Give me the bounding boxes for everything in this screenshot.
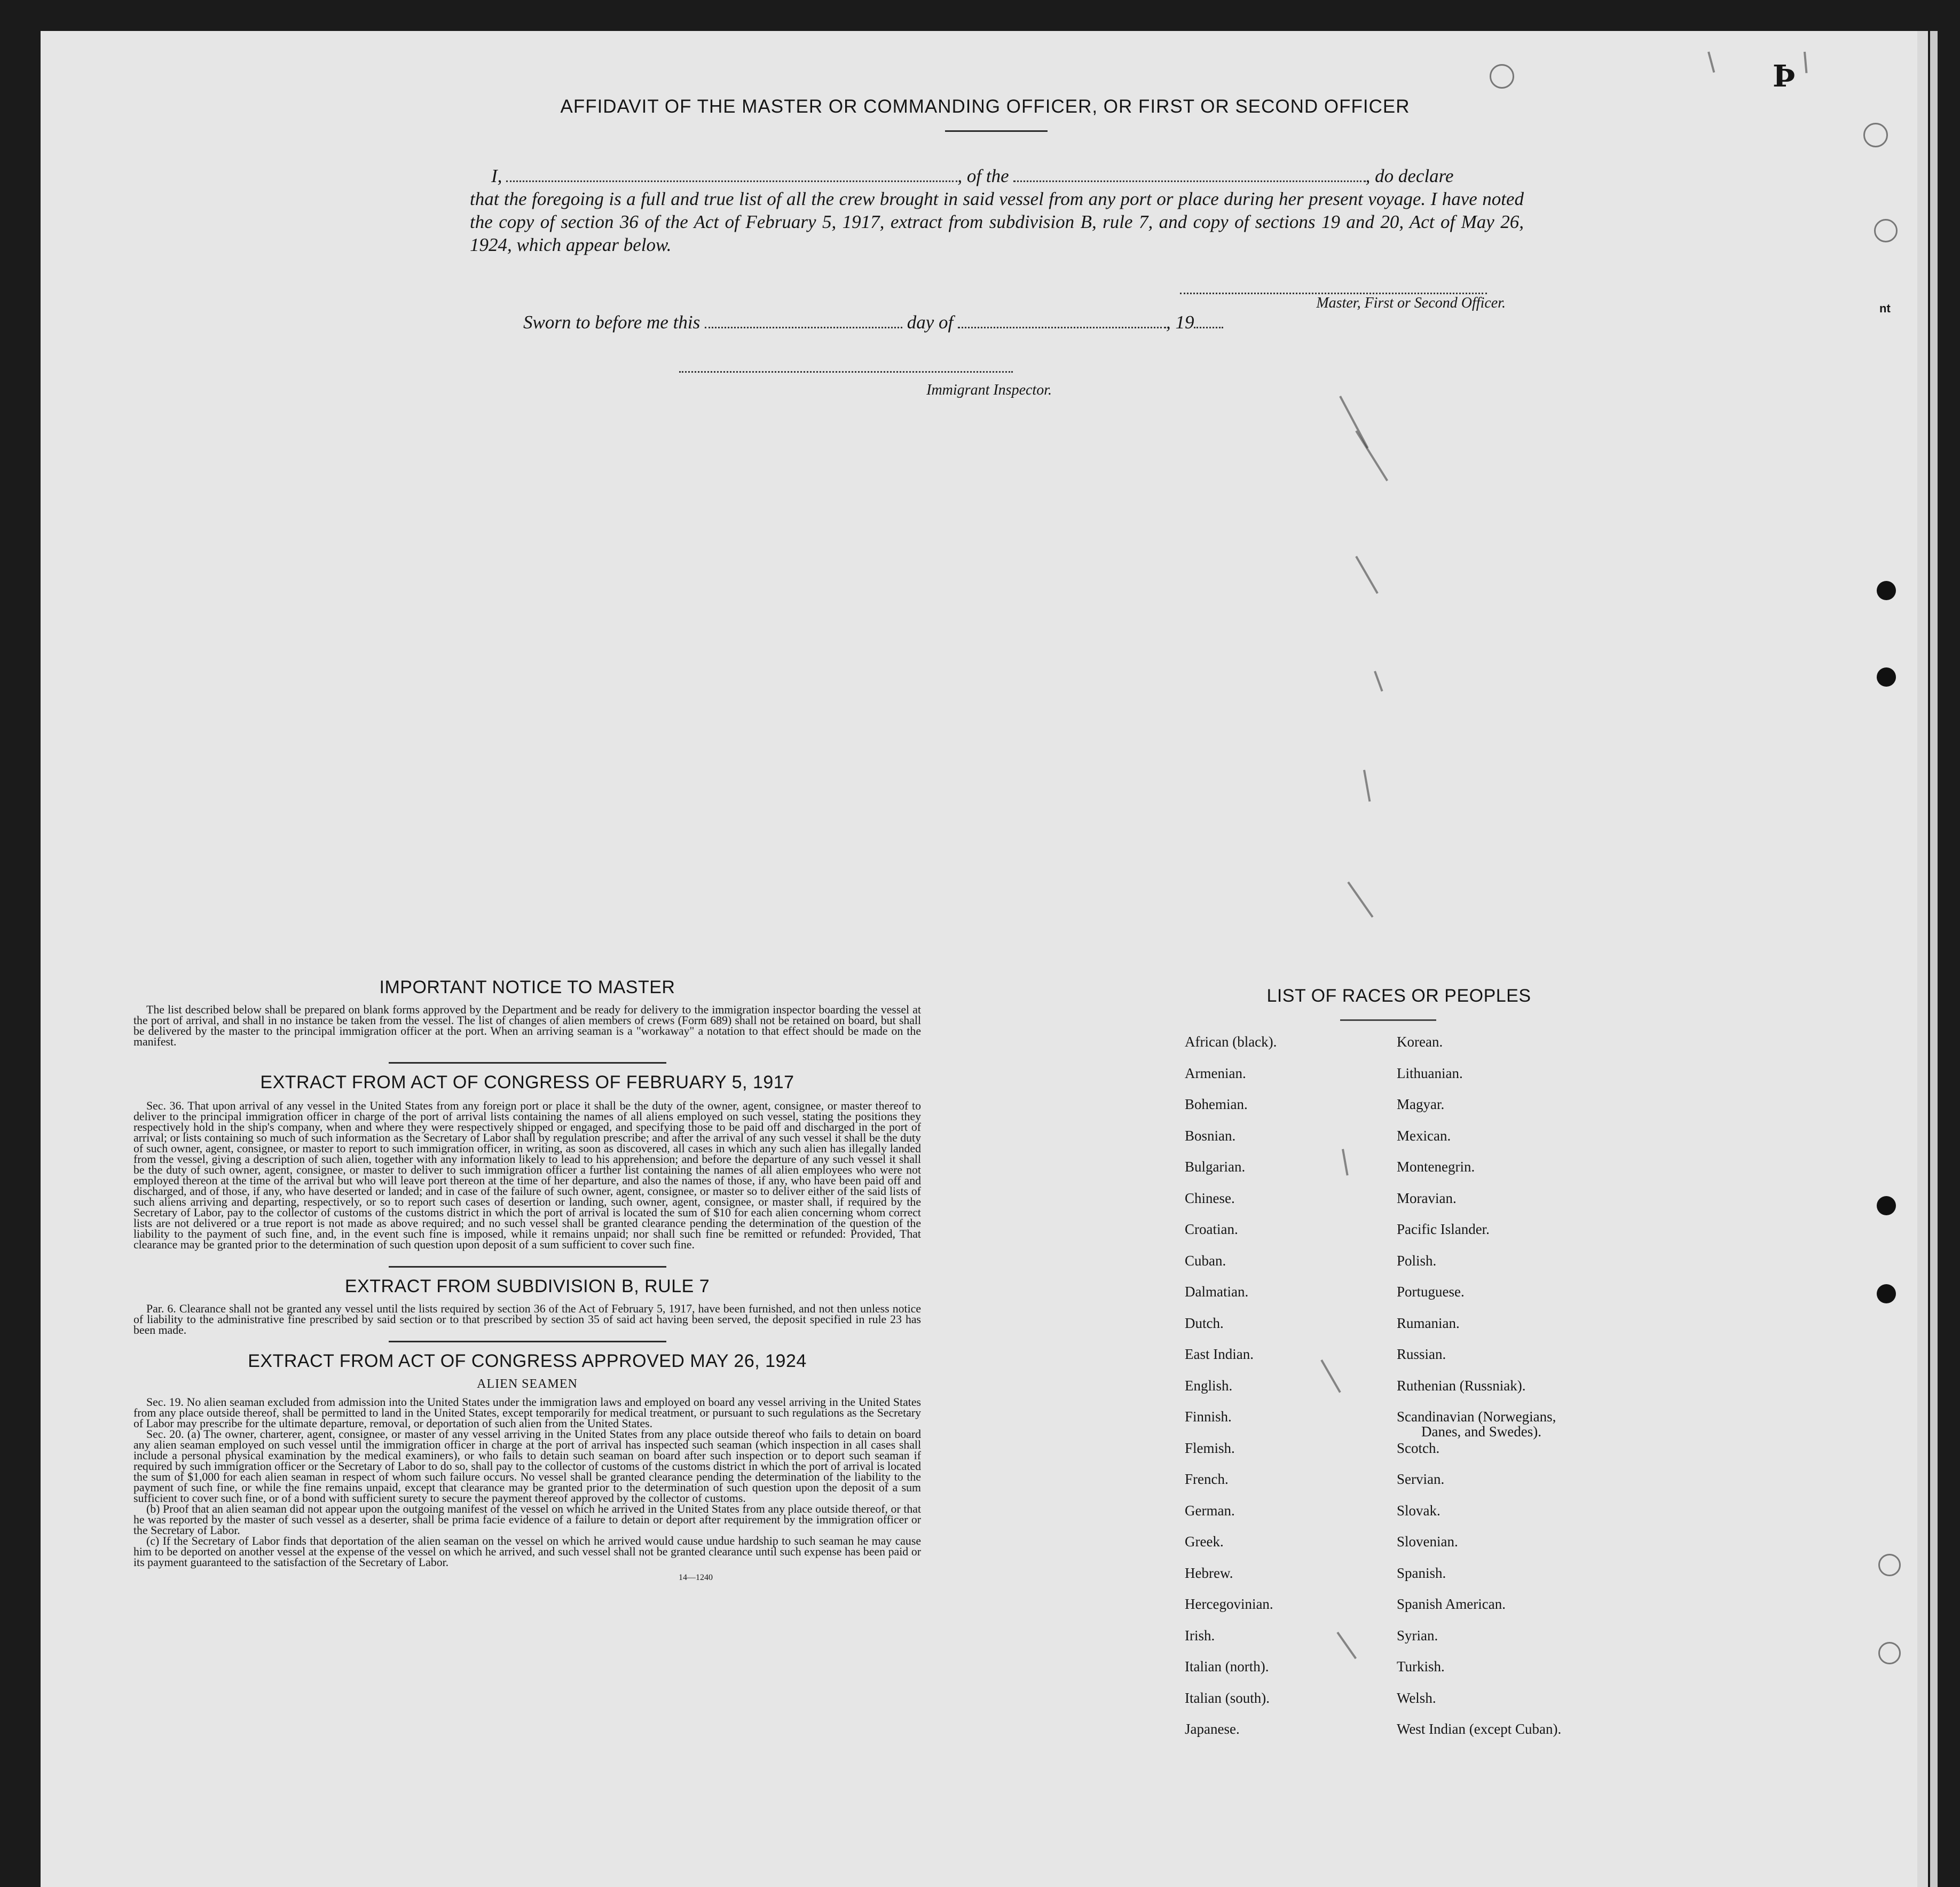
race-item: Chinese. <box>1185 1190 1235 1206</box>
race-item: Scotch. <box>1397 1440 1440 1456</box>
sworn-line <box>523 312 1281 333</box>
race-item: Pacific Islander. <box>1397 1221 1490 1237</box>
race-item: Rumanian. <box>1397 1315 1460 1331</box>
race-item: Hercegovinian. <box>1185 1596 1273 1612</box>
race-item: Portuguese. <box>1397 1284 1465 1300</box>
sworn-day-blank[interactable] <box>705 313 902 328</box>
section-20a-text: Sec. 20. (a) The owner, charterer, agent, consignee, or master of any vessel arriving in the United States from any place outside thereof who fails to detain on board any alien seaman employed on such vessel until the immigration officer in charge at the port of arrival has inspected such seaman (which inspection in all cases shall include a personal physical examination by the medical examiners), or who fails to detain such seaman on board after such inspection or to deport such seaman if required by such immigration officer or the Secretary of Labor to do so, shall pay to the collector of customs of the customs district in which the port of arrival is located the sum of $1,000 for each alien seaman in respect of whom such failure occurs. No vessel shall be granted clearance pending the determination of the liability to the payment of such fine, or while the fine remains unpaid, except that clearance may be granted prior to the determination of such question upon the deposit of a sum sufficient to cover such fine, or of a bond with sufficient surety to secure the payment thereof approved by the collector of customs. <box>133 1428 921 1505</box>
binding-hole <box>1878 1554 1901 1576</box>
race-item: Slovak. <box>1397 1502 1441 1519</box>
section-20b-text: (b) Proof that an alien seaman did not appear upon the outgoing manifest of the vessel on which he arrived in the United States from any place outside thereof, or that he was reported by the master of such vessel as a deserter, shall be prima facie evidence of a failure to detain or deport after requirement by the immigration officer or the Secretary of Labor. <box>133 1503 921 1537</box>
binding-hole <box>1874 219 1898 242</box>
master-signature-label: Master, First or Second Officer. <box>1316 295 1506 311</box>
race-item: Italian (south). <box>1185 1689 1270 1706</box>
race-item: East Indian. <box>1185 1346 1254 1362</box>
of-the-label: , of the <box>957 166 1009 186</box>
binding-hole <box>1877 1196 1896 1215</box>
race-item: Welsh. <box>1397 1689 1436 1706</box>
race-item: French. <box>1185 1471 1229 1487</box>
section-20c-text: (c) If the Secretary of Labor finds that deportation of the alien seaman on the vessel on which he arrived would cause undue hardship to such seaman he may cause him to be deported on another vessel at the expense of the vessel on which he arrived, and such vessel shall not be granted clearance until such expense has been paid or its payment guaranteed to the satisfaction of the Secretary of Labor. <box>133 1535 921 1569</box>
races-title-divider <box>1340 1019 1436 1021</box>
race-item: Finnish. <box>1185 1409 1232 1425</box>
race-item: Armenian. <box>1185 1065 1246 1081</box>
page-edge <box>1917 31 1928 1887</box>
race-item: Dutch. <box>1185 1315 1224 1331</box>
race-item: Turkish. <box>1397 1658 1445 1674</box>
race-item: Bulgarian. <box>1185 1159 1246 1175</box>
race-item: Italian (north). <box>1185 1658 1269 1674</box>
race-item: Lithuanian. <box>1397 1065 1463 1081</box>
race-item: Mexican. <box>1397 1127 1451 1144</box>
sworn-month-blank[interactable] <box>958 313 1166 328</box>
notice-title: IMPORTANT NOTICE TO MASTER <box>379 977 675 997</box>
notice-text: The list described below shall be prepared on blank forms approved by the Department and be ready for delivery to the immigration inspector boarding the vessel at the port of arrival, and shall in no instance be taken from the vessel. The list of changes of alien members of crews (Form 689) shall not be retained on board, but shall be delivered by the master to the principal immigration officer at the port. When an arriving seaman is a "workaway" a notation to that effect should be made on the manifest. <box>133 1003 921 1048</box>
inspector-signature-blank[interactable] <box>679 371 1013 373</box>
race-item: Moravian. <box>1397 1190 1457 1206</box>
race-item: Polish. <box>1397 1252 1437 1269</box>
race-item: Scandinavian (Norwegians, <box>1397 1409 1556 1425</box>
binding-hole <box>1877 1284 1896 1303</box>
race-item: African (black). <box>1185 1034 1277 1050</box>
race-item: Ruthenian (Russniak). <box>1397 1377 1526 1394</box>
race-item: English. <box>1185 1377 1233 1394</box>
race-item: Syrian. <box>1397 1627 1438 1644</box>
declare-label: , do declare <box>1365 166 1454 186</box>
edge-letters: nt <box>1879 302 1891 315</box>
sworn-year-blank[interactable] <box>1194 313 1223 328</box>
affidavit-title: AFFIDAVIT OF THE MASTER OR COMMANDING OFFICER, OR FIRST OR SECOND OFFICER <box>560 96 1410 117</box>
section-divider <box>389 1341 666 1342</box>
race-item: Korean. <box>1397 1034 1443 1050</box>
races-title: LIST OF RACES OR PEOPLES <box>1266 986 1531 1006</box>
extract-1924-subtitle: ALIEN SEAMEN <box>477 1377 578 1391</box>
race-item: Bohemian. <box>1185 1096 1248 1112</box>
race-item: Montenegrin. <box>1397 1159 1475 1175</box>
section-19-text: Sec. 19. No alien seaman excluded from admission into the United States under the immigration laws and employed on board any vessel arriving in the United States from any place outside thereof, shall be permitted to land in the United States, except temporarily for medical treatment, or pursuant to such regulations as the Secretary of Labor may prescribe for the ultimate departure, removal, or deportation of such alien from the United States. <box>133 1396 921 1430</box>
manifest-page <box>41 31 1917 1887</box>
name-blank[interactable] <box>506 167 957 182</box>
race-item: Croatian. <box>1185 1221 1238 1237</box>
form-number: 14—1240 <box>679 1573 713 1582</box>
binding-hole <box>1863 123 1888 147</box>
extract-1924-title: EXTRACT FROM ACT OF CONGRESS APPROVED MAY 26, 1924 <box>248 1351 807 1371</box>
race-item: Russian. <box>1397 1346 1446 1362</box>
race-item: German. <box>1185 1502 1235 1519</box>
binding-hole <box>1877 667 1896 687</box>
page-edge <box>1930 31 1938 1887</box>
corner-mark: Þ <box>1773 59 1796 94</box>
race-item: Slovenian. <box>1397 1534 1458 1550</box>
race-item: Greek. <box>1185 1534 1224 1550</box>
notices-column <box>133 977 921 1583</box>
race-item: Servian. <box>1397 1471 1445 1487</box>
race-item: Japanese. <box>1185 1721 1240 1737</box>
day-of-label: day of <box>907 312 954 333</box>
affidavit-body: that the foregoing is a full and true list of all the crew brought in said vessel from any port or place during her present voyage. I have noted the copy of section 36 of the Act of February 5, 1917, extract from subdivision B, rule 7, and copy of sections 19 and 20, Act of May 26, 1924, which appear below. <box>470 188 1524 255</box>
race-item: Bosnian. <box>1185 1127 1236 1144</box>
binding-hole <box>1878 1642 1901 1664</box>
title-divider <box>945 130 1048 132</box>
affidavit-intro: I, <box>491 166 502 186</box>
race-item: West Indian (except Cuban). <box>1397 1721 1562 1737</box>
race-item: Magyar. <box>1397 1096 1445 1112</box>
inspector-label: Immigrant Inspector. <box>926 382 1052 398</box>
race-item-continued: Danes, and Swedes). <box>1421 1424 1541 1440</box>
race-item: Hebrew. <box>1185 1564 1233 1581</box>
sworn-prefix: Sworn to before me this <box>523 312 700 333</box>
binding-hole <box>1490 64 1514 89</box>
extract-1917-text: Sec. 36. That upon arrival of any vessel in the United States from any foreign port or place it shall be the duty of the owner, agent, consignee, or master thereof to deliver to the principal immigration officer in charge of the port of arrival lists containing the names of all aliens employed on such vessel, stating the positions they respectively hold in the ship's company, when and where they were respectively shipped or engaged, and specifying those to be paid off and discharged in the port of arrival; or lists containing so much of such information as the Secretary of Labor shall by regulation prescribe; and after the arrival of any such vessel it shall be the duty of such owner, agent, consignee, or master to report to such immigration officer, in writing, as soon as discovered, all cases in which any such alien has illegally landed from the vessel, giving a description of such alien, together with any information likely to lead to his apprehension; and before the departure of any such vessel it shall be the duty of such owner, agent, consignee, or master to deliver to such immigration officer a further list containing the names of all alien employees who were not employed thereon at the time of the arrival but who will leave port thereon at the time of her departure, and also the names of those, if any, who have been paid off and discharged, and of those, if any, who have deserted or landed; and in case of the failure of such owner, agent, consignee, or master so to deliver either of the said lists of such aliens arriving and departing, respectively, or so to report such cases of desertion or landing, such owner, agent, consignee, or master shall, if required by the Secretary of Labor, pay to the collector of customs of the customs district in which the port of arrival is located the sum of $10 for each alien concerning whom correct lists are not delivered or a true report is not made as above required; and no such vessel shall be granted clearance pending the determination of the question of the liability to the payment of such fine, and, in the event such fine is imposed, while it remains unpaid; nor shall such fine be remitted or refunded: Provided, That clearance may be granted prior to the determination of such question upon deposit of a sum sufficient to cover such fine. <box>133 1099 921 1251</box>
race-item: Dalmatian. <box>1185 1284 1249 1300</box>
race-item: Irish. <box>1185 1627 1215 1644</box>
race-item: Cuban. <box>1185 1252 1226 1269</box>
race-item: Spanish. <box>1397 1564 1446 1581</box>
section-divider <box>389 1062 666 1064</box>
binding-hole <box>1877 581 1896 600</box>
extract-rule7-text: Par. 6. Clearance shall not be granted any vessel until the lists required by section 36 of the Act of February 5, 1917, have been furnished, and not then unless notice of liability to the administrative fine prescribed by said section or to that prescribed by section 35 of said act having been served, the deposit specified in rule 23 has been made. <box>133 1302 921 1336</box>
race-item: Flemish. <box>1185 1440 1235 1456</box>
master-signature-blank[interactable] <box>1180 293 1487 294</box>
extract-1917-title: EXTRACT FROM ACT OF CONGRESS OF FEBRUARY 5, 1917 <box>260 1072 794 1092</box>
affidavit-text <box>470 164 1524 256</box>
race-item: Spanish American. <box>1397 1596 1506 1612</box>
extract-rule7-title: EXTRACT FROM SUBDIVISION B, RULE 7 <box>344 1276 710 1296</box>
section-divider <box>389 1266 666 1268</box>
vessel-blank[interactable] <box>1013 167 1366 182</box>
year-prefix: , 19 <box>1166 312 1194 333</box>
